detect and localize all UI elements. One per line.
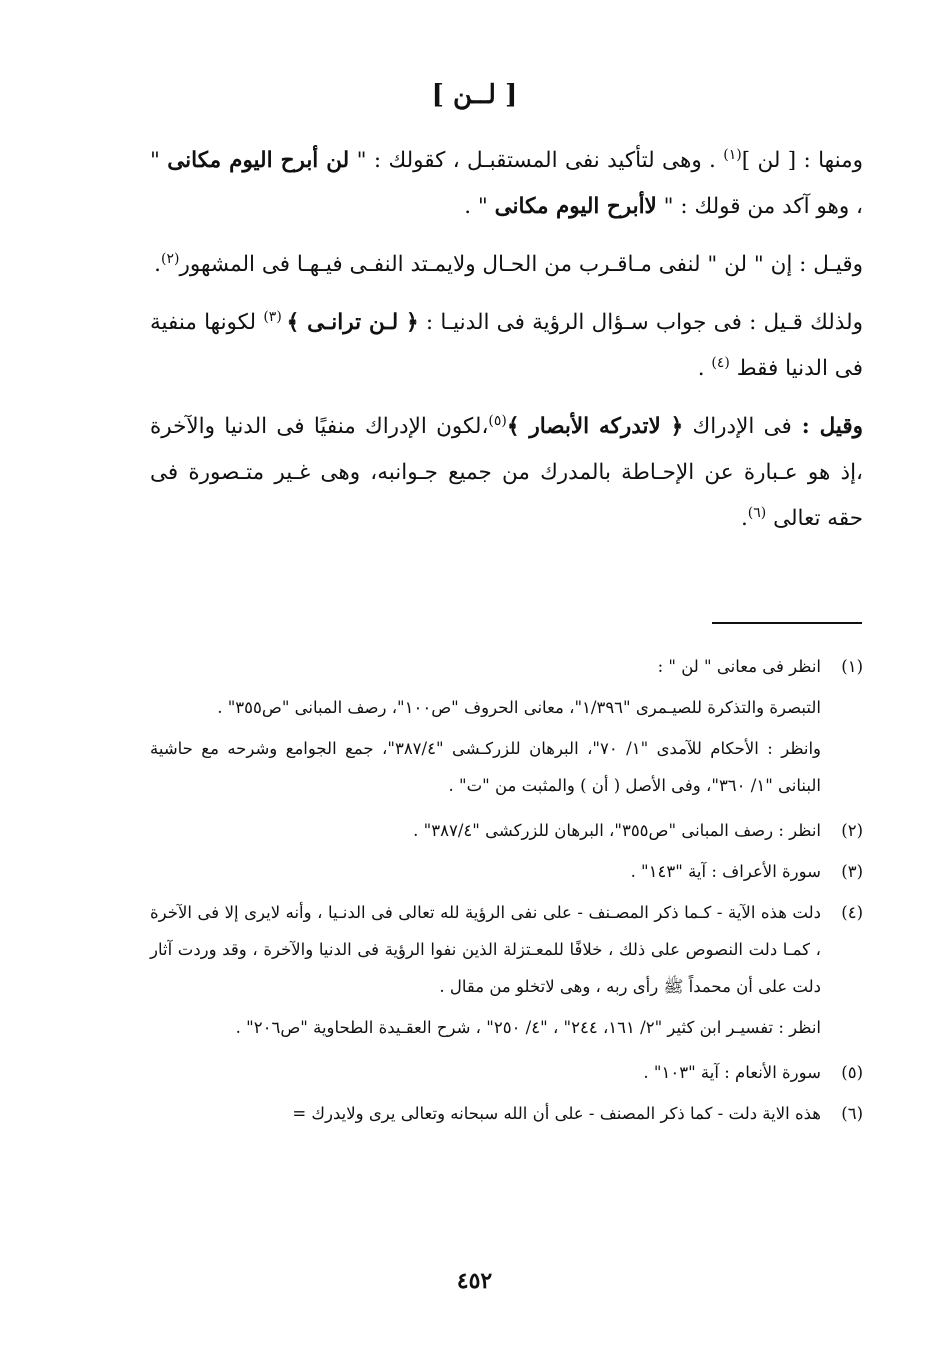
footnote-body: سورة الأعراف : آية "١٤٣" . [630, 862, 821, 881]
paragraph-1-text-f: " . [464, 194, 495, 219]
footnote-body: انظر : رصف المبانى "ص٣٥٥"، البرهان للزركشى "٣٨٧/٤" . [413, 821, 821, 840]
paragraph-1-text-b: . وهى لتأكيد نفى المستقبـل ، كقولك : " [349, 148, 724, 173]
footnote-body [150, 648, 821, 808]
paragraph-1-text-d: " ، وهو آكد من قولك : " [150, 148, 863, 219]
footnote-5 [150, 1054, 863, 1091]
paragraph-3-text-d: . [697, 356, 712, 381]
footnote-ref-5: (٥) [488, 412, 507, 429]
footnote-line: دلت هذه الآية - كـما ذكر المصـنف - على نفى الرؤية لله تعالى فى الدنـيا ، وأنه لايرى إلا فى الآخرة ، كمـا دلت النصوص على ذلك ، خلافًا للمعـتزلة الذين نفوا الرؤية فى الدنيا والآخرة ، وقد وردت آثار دلت على أن محمداً ﷺ رأى ربه ، وهى لاتخلو من مقال . [150, 903, 821, 996]
paragraph-1-text-a: ومنها : [ لن ] [741, 148, 863, 173]
footnote-line: التبصرة والتذكرة للصيـمرى "١/٣٩٦"، معانى الحروف "ص١٠٠"، رصف المبانى "ص٣٥٥" . [217, 698, 821, 717]
footnote-separator [712, 622, 862, 624]
chapter-heading: [ لــن ] [431, 80, 518, 110]
paragraph-4-text-b: فى الإدراك [683, 414, 792, 439]
paragraph-1-example-2: لاأبرح اليوم مكانى [494, 194, 657, 219]
paragraph-4-text-e: . [740, 506, 748, 531]
footnote-body [150, 894, 821, 1050]
footnote-ref-6: (٦) [747, 504, 767, 521]
footnote-line: انظر فى معانى " لن " : [657, 657, 821, 676]
footnote-ref-3: (٣) [263, 308, 287, 325]
footnote-body: هذه الاية دلت - كما ذكر المصنف - على أن الله سبحانه وتعالى يرى ولايدرك = [292, 1104, 821, 1123]
paragraph-4 [150, 404, 863, 542]
paragraph-1-example-1: لن أبرح اليوم مكانى [167, 148, 350, 173]
paragraph-3-text-a: ولذلك قـيل : فى جواب سـؤال الرؤية فى الدنيـا : [418, 310, 863, 335]
paragraph-4-text-d: ،لكون الإدراك منفيًا فى الدنيا والآخرة ،إذ هو عـبارة عن الإحـاطة بالمدرك من جميع جـوانبه، وهى غـير متـصورة فى حقه تعالى [150, 414, 863, 531]
footnote-6 [150, 1095, 863, 1132]
footnote-number: (٦) [841, 1104, 863, 1123]
footnote-line: انظر : تفسيـر ابن كثير "٢/ ١٦١، ٢٤٤" ، "٤/ ٢٥٠" ، شرح العقـيدة الطحاوية "ص٢٠٦" . [235, 1018, 821, 1037]
footnote-1 [150, 648, 863, 808]
paragraph-4-lead: وقيل : [791, 414, 863, 439]
footnotes [150, 648, 863, 1136]
footnote-4 [150, 894, 863, 1050]
page-number: ٤٥٢ [456, 1268, 493, 1294]
footnote-2 [150, 812, 863, 849]
paragraph-4-quran-quote: ﴿ لاتدركه الأبصار ﴾ [506, 414, 684, 439]
footnote-number: (٣) [841, 862, 863, 881]
footnote-number: (١) [841, 657, 863, 676]
footnote-ref-4: (٤) [711, 354, 730, 371]
footnote-ref-2: (٢) [160, 250, 180, 267]
paragraph-2-text-a: وقيـل : إن " لن " لنفى مـاقـرب من الحـال ولايمـتد النفـى فيـهـا فى المشهور [179, 252, 863, 277]
paragraph-3-text-c: لكونها منفية فى الدنيا فقط [150, 310, 863, 381]
paragraph-1 [150, 138, 863, 230]
paragraph-3-quran-quote: ﴿ لـن ترانـى ﴾ [286, 310, 419, 335]
footnote-body: سورة الأنعام : آية "١٠٣" . [643, 1063, 821, 1082]
paragraph-3 [150, 300, 863, 392]
footnote-line: وانظر : الأحكام للآمدى "١/ ٧٠"، البرهان للزركـشى "٣٨٧/٤"، جمع الجوامع وشرحه مع حاشية البنانى "١/ ٣٦٠"، وفى الأصل ( أن ) والمثبت من "ت" . [150, 739, 822, 795]
main-text [150, 138, 863, 554]
footnote-ref-1: (١) [723, 146, 742, 163]
footnote-number: (٥) [841, 1063, 863, 1082]
paragraph-2-text-b: . [154, 252, 161, 277]
footnote-number: (٢) [841, 821, 863, 840]
footnote-3 [150, 853, 863, 890]
paragraph-2 [150, 242, 863, 288]
footnote-number: (٤) [841, 903, 863, 922]
